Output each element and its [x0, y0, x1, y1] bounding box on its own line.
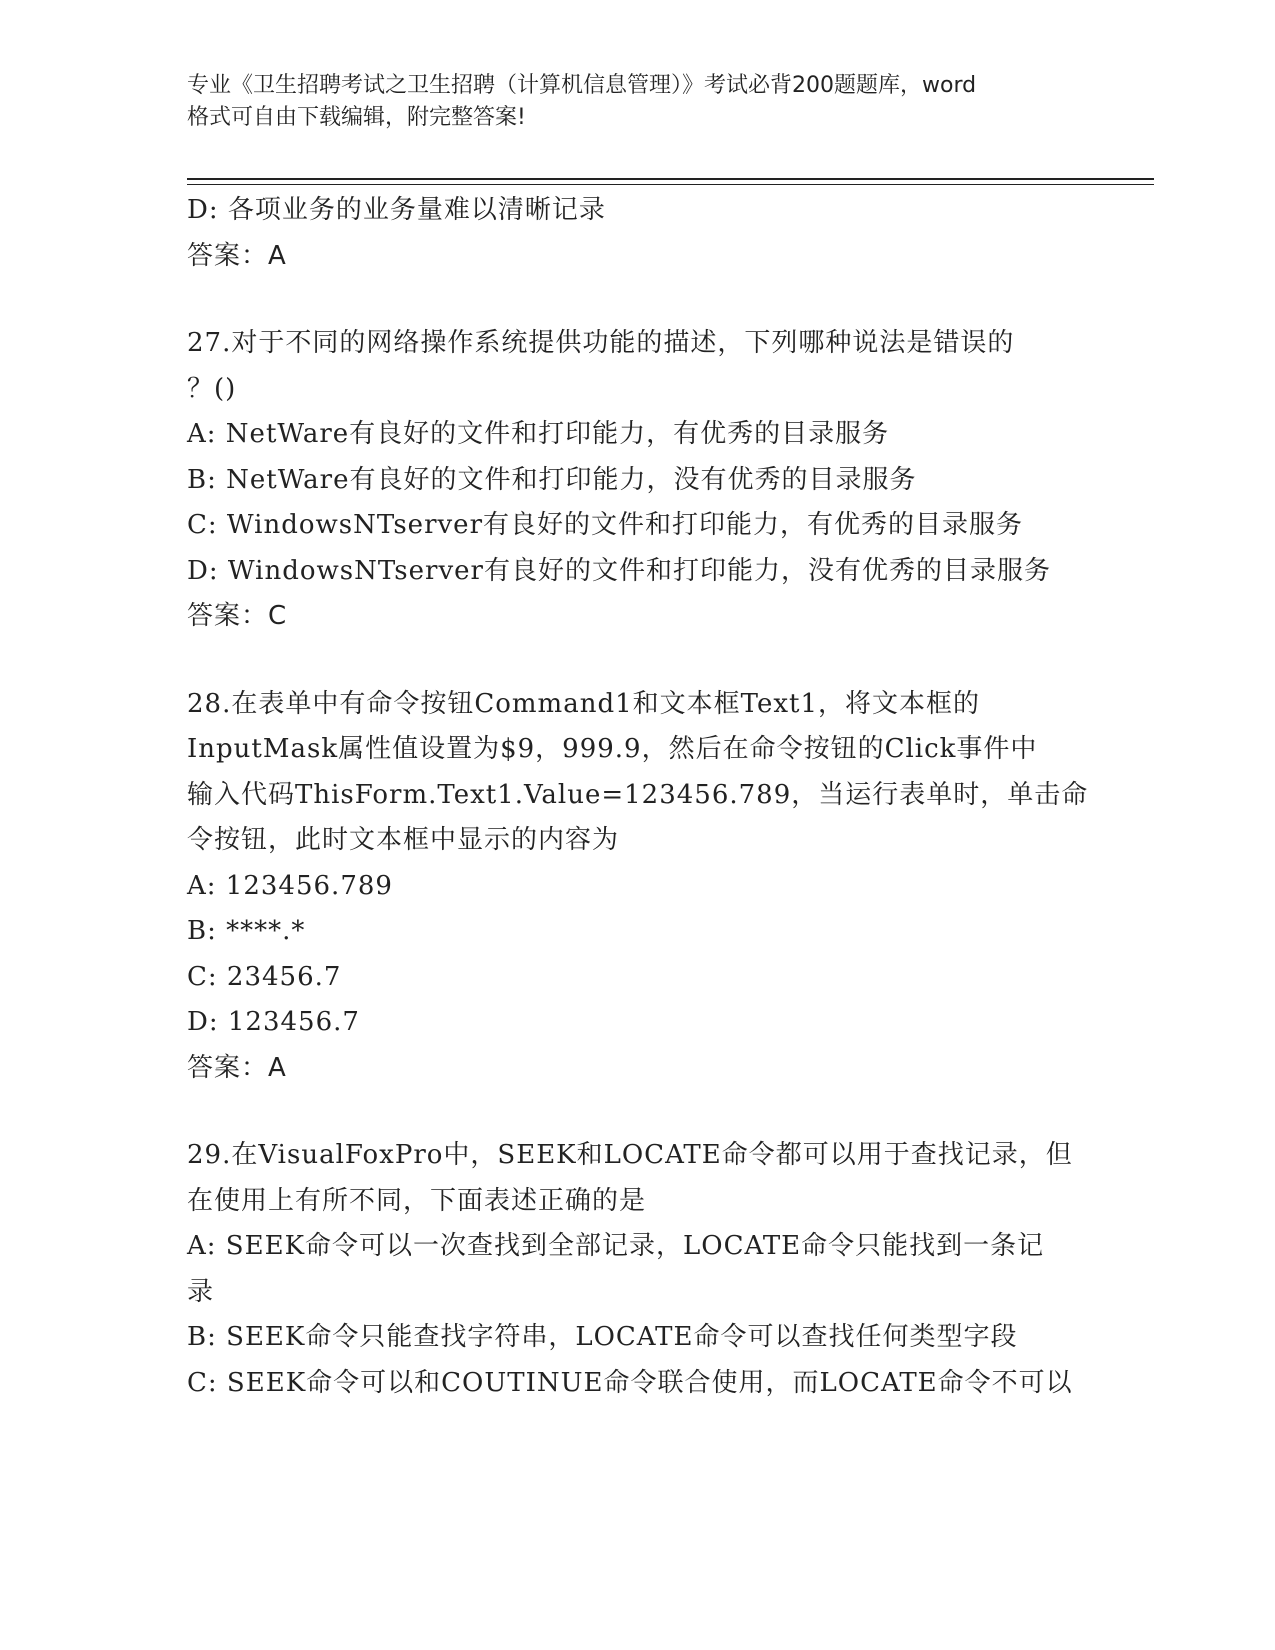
answer-line: 答案：C [187, 601, 288, 631]
spacer [187, 640, 1087, 682]
spacer [187, 1091, 1087, 1133]
option-a: A: SEEK命令可以一次查找到全部记录，LOCATE命令只能找到一条记 [187, 1231, 1045, 1261]
question-27 [187, 321, 1087, 640]
option-a: A: NetWare有良好的文件和打印能力，有优秀的目录服务 [187, 419, 890, 449]
header-divider-thick [187, 178, 1154, 180]
question-stem: 令按钮，此时文本框中显示的内容为 [187, 825, 620, 855]
option-d: D: 各项业务的业务量难以清晰记录 [187, 195, 606, 225]
answer-line: 答案：A [187, 240, 287, 271]
question-stem: ？() [187, 373, 237, 404]
answer-line: 答案：A [187, 1052, 287, 1083]
option-d: D: 123456.7 [187, 1007, 360, 1037]
option-d: D: WindowsNTserver有良好的文件和打印能力，没有优秀的目录服务 [187, 555, 1051, 586]
option-a: A: 123456.789 [187, 870, 393, 901]
question-stem: 输入代码ThisForm.Text1.Value=123456.789，当运行表单时，单击命 [187, 779, 1089, 810]
option-b: B: ****.* [187, 916, 306, 946]
question-stem: 在使用上有所不同，下面表述正确的是 [187, 1185, 647, 1216]
option-c: C: WindowsNTserver有良好的文件和打印能力，有优秀的目录服务 [187, 510, 1024, 540]
option-c: C: SEEK命令可以和COUTINUE命令联合使用，而LOCATE命令不可以 [187, 1367, 1073, 1398]
option-b: B: SEEK命令只能查找字符串，LOCATE命令可以查找任何类型字段 [187, 1322, 1018, 1352]
question-stem: 29.在VisualFoxPro中，SEEK和LOCATE命令都可以用于查找记录，但 [187, 1140, 1073, 1170]
question-stem: InputMask属性值设置为$9，999.9，然后在命令按钮的Click事件中 [187, 734, 1038, 764]
question-stem: 27.对于不同的网络操作系统提供功能的描述，下列哪种说法是错误的 [187, 328, 1015, 358]
question-28 [187, 682, 1087, 1092]
page-content [187, 188, 1087, 1406]
header-line-1: 专业《卫生招聘考试之卫生招聘（计算机信息管理）》考试必背200题题库，word [187, 73, 977, 98]
header-line-2: 格式可自由下载编辑，附完整答案! [187, 105, 526, 130]
page-header [187, 70, 1087, 134]
header-divider-thin [187, 184, 1154, 185]
option-b: B: NetWare有良好的文件和打印能力，没有优秀的目录服务 [187, 464, 917, 495]
spacer [187, 279, 1087, 321]
option-c: C: 23456.7 [187, 961, 342, 992]
question-29 [187, 1133, 1087, 1406]
question-stem: 28.在表单中有命令按钮Command1和文本框Text1，将文本框的 [187, 688, 980, 719]
question-26-tail [187, 188, 1087, 279]
option-a-continued: 录 [187, 1276, 215, 1307]
